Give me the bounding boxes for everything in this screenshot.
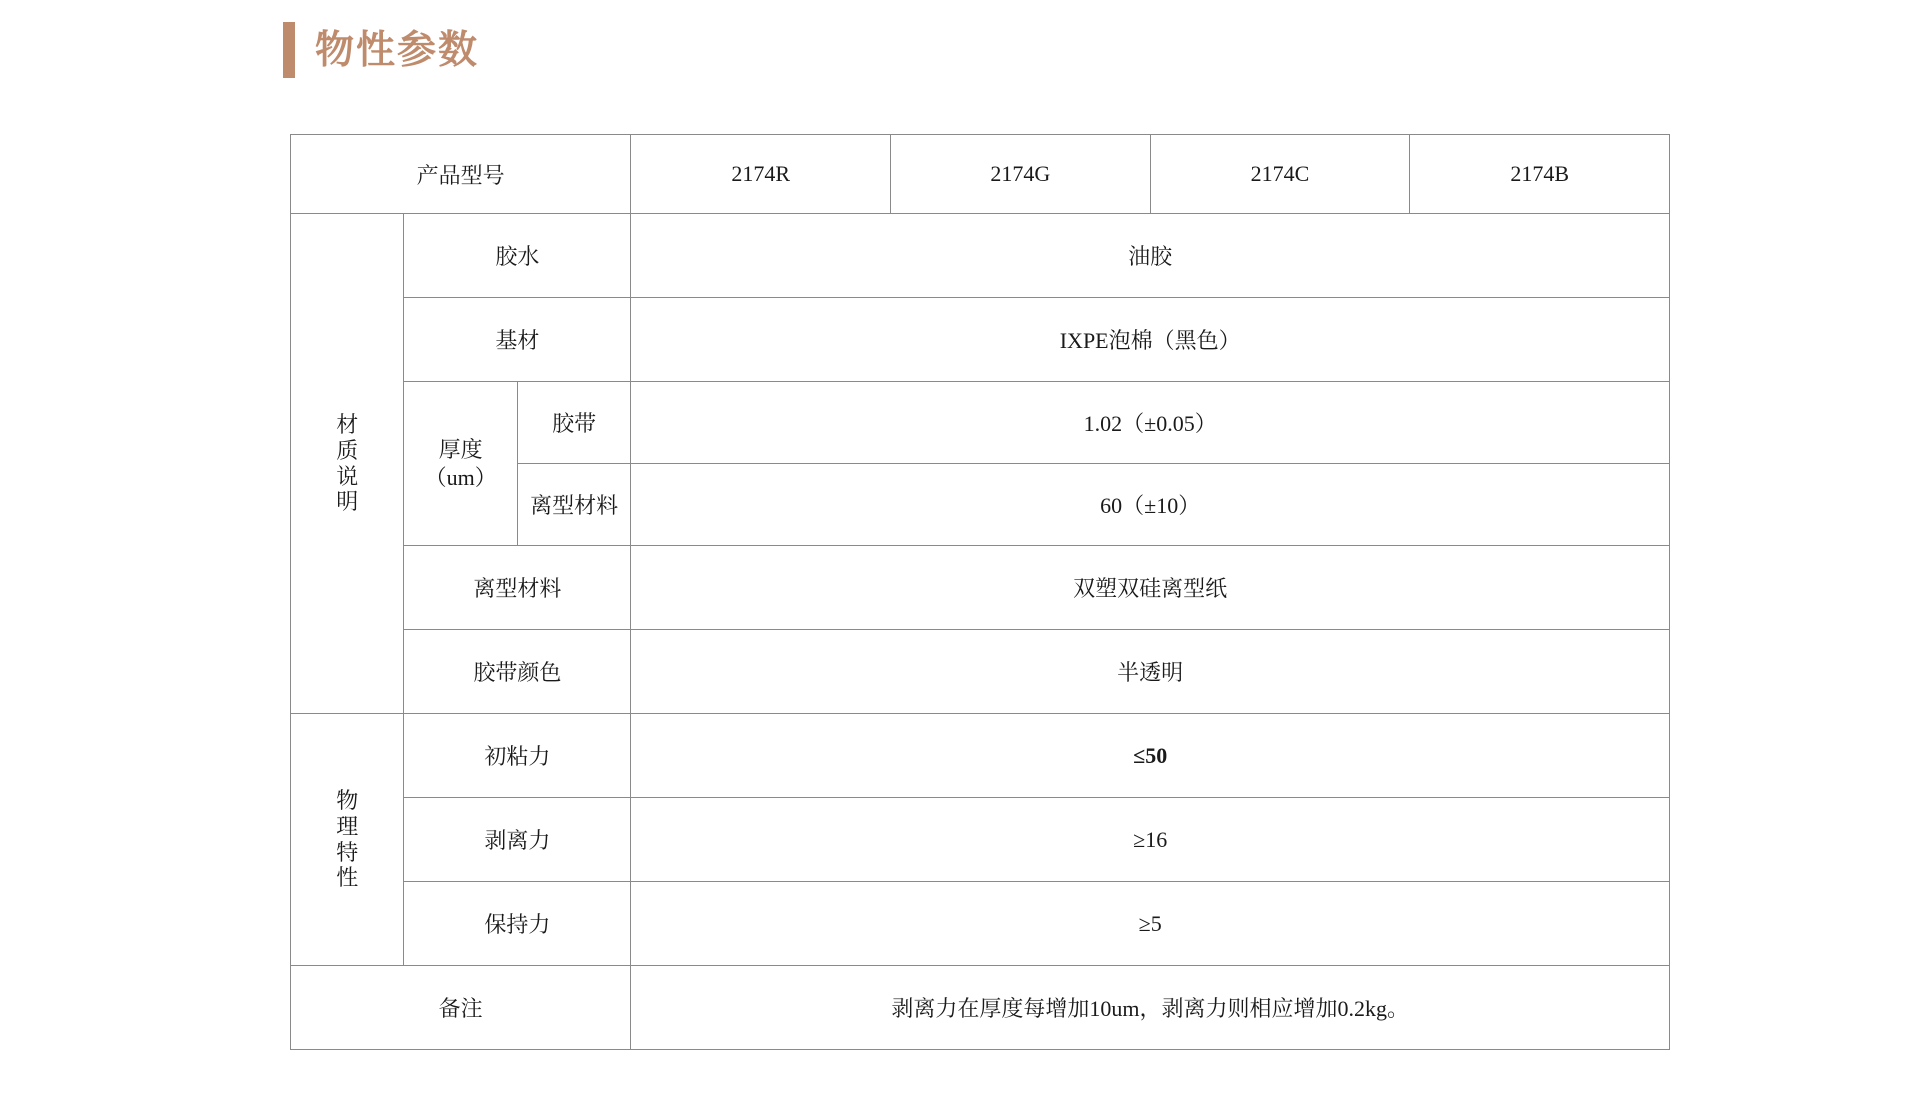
row-value-tape-color: 半透明	[631, 630, 1670, 714]
header-product-model-label: 产品型号	[291, 135, 631, 214]
row-label-release-material: 离型材料	[404, 546, 631, 630]
row-label-thickness-line2: （um）	[424, 464, 497, 490]
group-label-physical-c2: 理	[336, 813, 359, 839]
group-label-material-c2: 质	[336, 437, 359, 463]
table-row	[291, 798, 1670, 882]
table-header-row	[291, 135, 1670, 214]
row-value-tape-thickness: 1.02（±0.05）	[631, 382, 1670, 464]
table-row	[291, 214, 1670, 298]
table-row-remark	[291, 966, 1670, 1050]
group-label-physical-c4: 性	[336, 865, 359, 891]
row-label-thickness	[404, 382, 517, 546]
row-value-release-material: 双塑双硅离型纸	[631, 546, 1670, 630]
row-label-tack: 初粘力	[404, 714, 631, 798]
group-label-physical-c1: 物	[336, 787, 359, 813]
group-label-material-c1: 材	[336, 411, 359, 437]
table-row	[291, 630, 1670, 714]
row-value-substrate: IXPE泡棉（黑色）	[631, 298, 1670, 382]
table-row	[291, 714, 1670, 798]
row-value-peel-strength: ≥16	[631, 798, 1670, 882]
group-label-physical-c3: 特	[336, 839, 359, 865]
table-row	[291, 298, 1670, 382]
header-model-4: 2174B	[1410, 135, 1670, 214]
row-label-holding-power: 保持力	[404, 882, 631, 966]
group-label-physical	[291, 714, 404, 966]
row-value-glue: 油胶	[631, 214, 1670, 298]
page-title	[283, 22, 479, 78]
row-label-thickness-line1: 厚度	[438, 437, 483, 462]
row-sublabel-tape: 胶带	[517, 382, 630, 464]
row-label-glue: 胶水	[404, 214, 631, 298]
spec-table-container	[290, 134, 1670, 1050]
row-sublabel-release-material: 离型材料	[517, 464, 630, 546]
group-label-material	[291, 214, 404, 714]
row-label-substrate: 基材	[404, 298, 631, 382]
row-value-holding-power: ≥5	[631, 882, 1670, 966]
row-value-remark: 剥离力在厚度每增加10um，剥离力则相应增加0.2kg。	[631, 966, 1670, 1050]
group-label-material-c3: 说	[336, 463, 359, 489]
table-row	[291, 882, 1670, 966]
header-model-3: 2174C	[1150, 135, 1410, 214]
row-label-tape-color: 胶带颜色	[404, 630, 631, 714]
table-row	[291, 546, 1670, 630]
spec-table	[290, 134, 1670, 1050]
page-title-text: 物性参数	[315, 27, 480, 73]
header-model-2: 2174G	[891, 135, 1151, 214]
header-model-1: 2174R	[631, 135, 891, 214]
row-label-peel-strength: 剥离力	[404, 798, 631, 882]
table-row	[291, 382, 1670, 464]
row-value-release-thickness: 60（±10）	[631, 464, 1670, 546]
group-label-material-c4: 明	[336, 489, 359, 515]
row-label-remark: 备注	[291, 966, 631, 1050]
title-accent-bar	[283, 22, 295, 78]
row-value-tack: ≤50	[631, 714, 1670, 798]
